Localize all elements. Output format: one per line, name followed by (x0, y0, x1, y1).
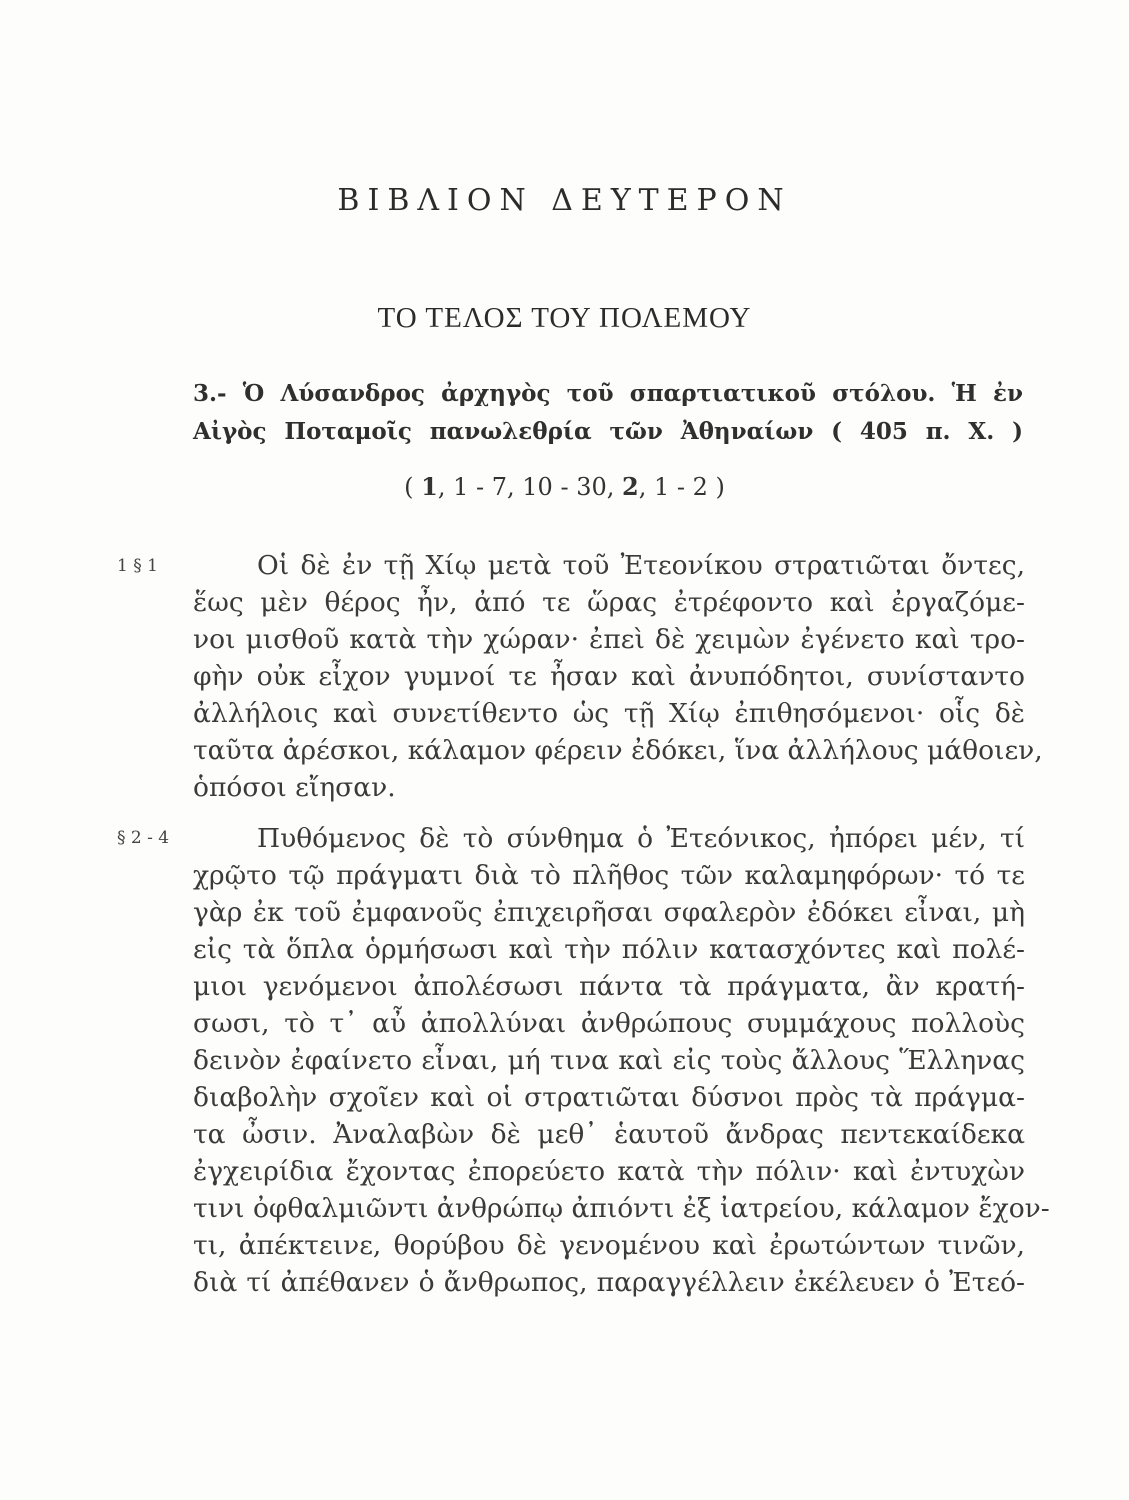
text-line: γὰρ ἐκ τοῦ ἐμφανοῦς ἐπιχειρῆσαι σφαλερὸν ἐδόκει εἶναι, μὴ (193, 897, 1025, 928)
source-reference (0, 472, 1129, 501)
paragraph (193, 547, 1043, 806)
margin-label: 1 § 1 (117, 556, 158, 576)
reference-book-2: 2 (621, 472, 639, 501)
book-title: ΒΙΒΛΙΟΝ ΔΕΥΤΕΡΟΝ (337, 183, 792, 218)
text-line: τινι ὀφθαλμιῶντι ἀνθρώπῳ ἀπιόντι ἐξ ἰατρείου, κάλαμον ἔχον- (193, 1193, 1050, 1224)
text-line: σωσι, τὸ τ᾽ αὖ ἀπολλύναι ἀνθρώπους συμμάχους πολλοὺς (193, 1008, 1025, 1039)
text-line: ἕως μὲν θέρος ἦν, ἀπό τε ὥρας ἐτρέφοντο καὶ ἐργαζόμε- (193, 587, 1025, 618)
text-line: εἰς τὰ ὅπλα ὁρμήσωσι καὶ τὴν πόλιν κατασχόντες καὶ πολέ- (193, 934, 1025, 965)
text-line: ταῦτα ἀρέσκοι, κάλαμον φέρειν ἐδόκει, ἵνα ἀλλήλους μάθοιεν, (193, 735, 1043, 766)
text-line: φὴν οὐκ εἶχον γυμνοί τε ἦσαν καὶ ἀνυπόδητοι, συνίσταντο (193, 661, 1025, 692)
section-title: ΤΟ ΤΕΛΟΣ ΤΟΥ ΠΟΛΕΜΟΥ (377, 302, 752, 334)
text-line: Οἱ δὲ ἐν τῇ Χίῳ μετὰ τοῦ Ἐτεονίκου στρατιῶται ὄντες, (257, 550, 1025, 581)
text-line: μιοι γενόμενοι ἀπολέσωσι πάντα τὰ πράγματα, ἂν κρατή- (193, 971, 1025, 1002)
text-line: δεινὸν ἐφαίνετο εἶναι, μή τινα καὶ εἰς τοὺς ἄλλους Ἕλληνας (193, 1045, 1025, 1076)
chapter-heading-line: 3.- Ὁ Λύσανδρος ἀρχηγὸς τοῦ σπαρτιατικοῦ στόλου. Ἡ ἐν (193, 380, 1023, 407)
text-line: ὁπόσοι εἴησαν. (193, 772, 396, 803)
reference-open: ( (404, 473, 422, 501)
text-line: τι, ἀπέκτεινε, θορύβου δὲ γενομένου καὶ ἐρωτώντων τινῶν, (193, 1230, 1025, 1261)
text-line: ἐγχειρίδια ἔχοντας ἐπορεύετο κατὰ τὴν πόλιν· καὶ ἐντυχὼν (193, 1156, 1025, 1187)
paragraph (193, 820, 1050, 1301)
text-line: ἀλλήλοις καὶ συνετίθεντο ὡς τῇ Χίῳ ἐπιθησόμενοι· οἷς δὲ (193, 698, 1025, 729)
text-line: τα ὦσιν. Ἀναλαβὼν δὲ μεθ᾽ ἑαυτοῦ ἄνδρας πεντεκαίδεκα (193, 1119, 1025, 1150)
text-line: νοι μισθοῦ κατὰ τὴν χώραν· ἐπεὶ δὲ χειμὼν ἐγένετο καὶ τρο- (193, 624, 1025, 655)
text-line: Πυθόμενος δὲ τὸ σύνθημα ὁ Ἐτεόνικος, ἠπόρει μέν, τί (257, 823, 1025, 854)
chapter-heading-line: Αἰγὸς Ποταμοῖς πανωλεθρία τῶν Ἀθηναίων ( 405 π. Χ. ) (193, 418, 1023, 445)
text-line: χρῷτο τῷ πράγματι διὰ τὸ πλῆθος τῶν καλαμηφόρων· τό τε (193, 860, 1025, 891)
reference-middle: , 1 - 7, 10 - 30, (437, 473, 622, 501)
text-line: διαβολὴν σχοῖεν καὶ οἱ στρατιῶται δύσνοι πρὸς τὰ πράγμα- (193, 1082, 1025, 1113)
text-line: διὰ τί ἀπέθανεν ὁ ἄνθρωπος, παραγγέλλειν ἐκέλευεν ὁ Ἐτεό- (193, 1267, 1025, 1298)
margin-label: § 2 - 4 (117, 828, 170, 848)
reference-close: , 1 - 2 ) (638, 473, 725, 501)
reference-book-1: 1 (421, 472, 438, 501)
chapter-heading (193, 375, 1023, 451)
